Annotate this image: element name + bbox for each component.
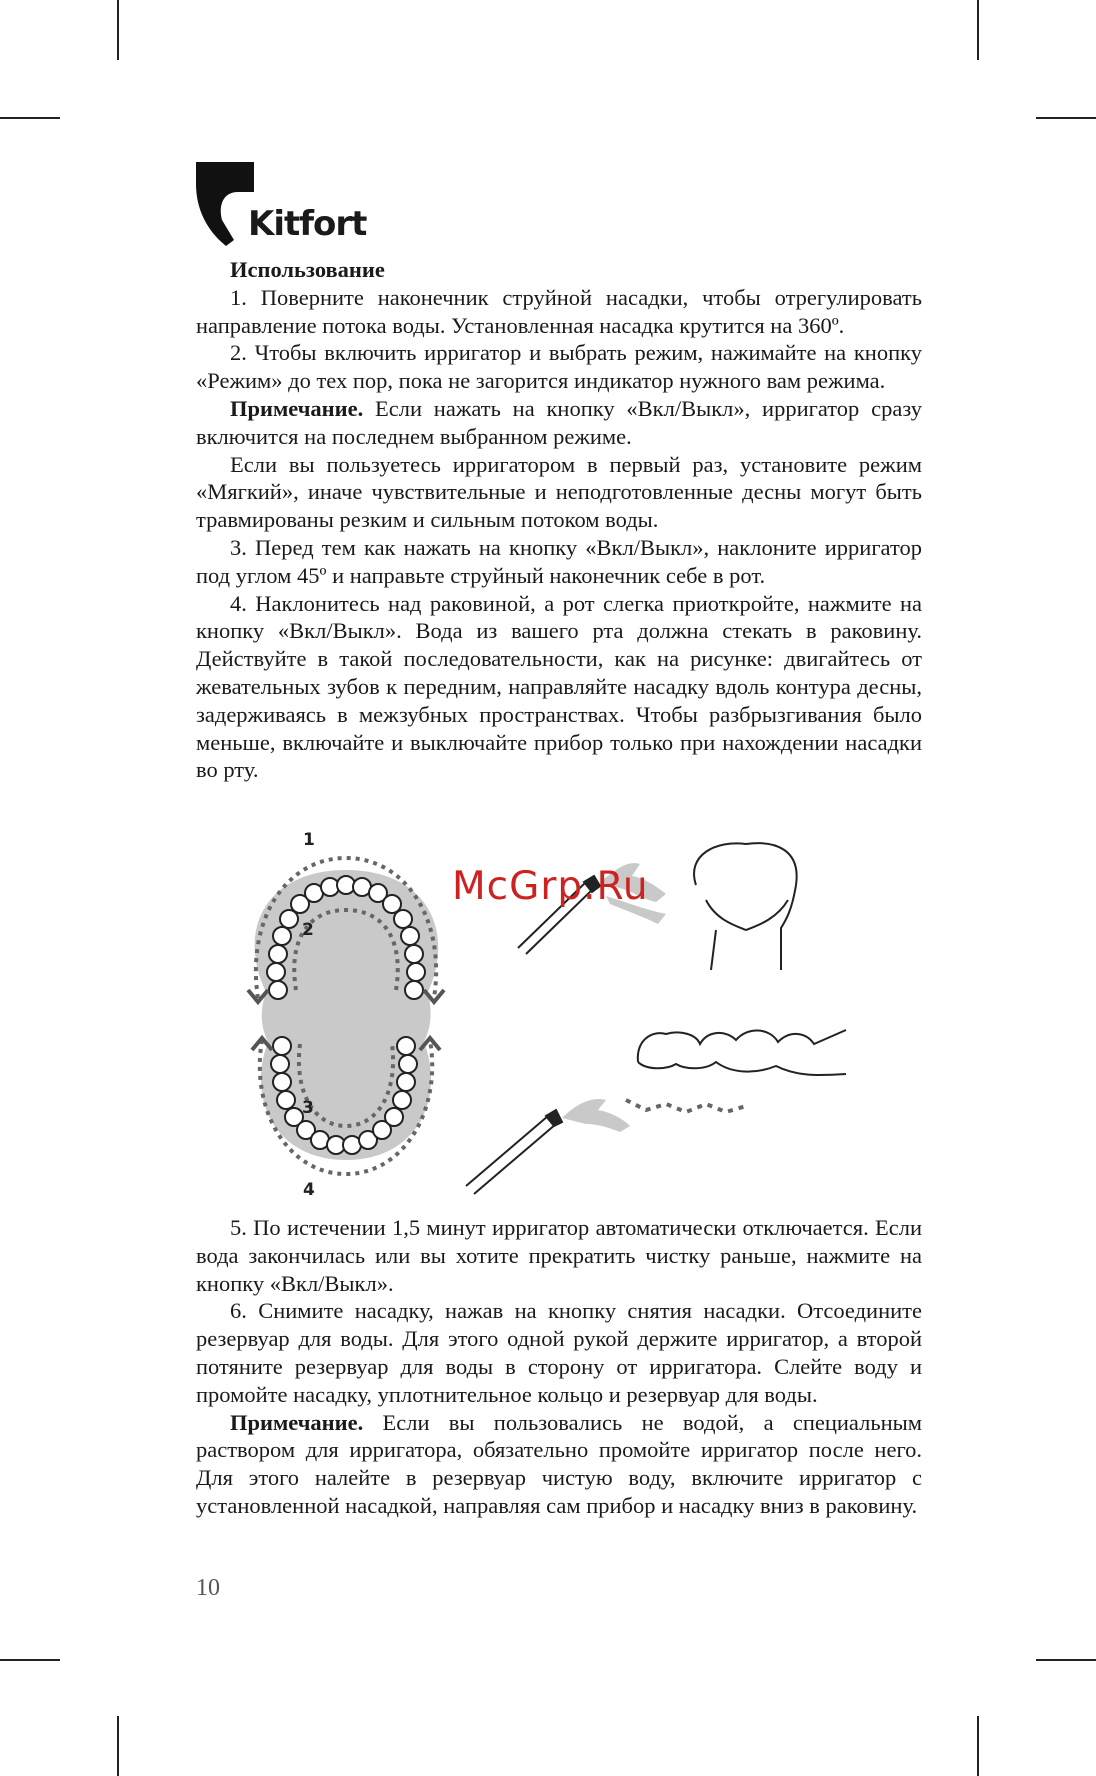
note-paragraph [196,1409,922,1520]
water-spray [562,1099,630,1132]
crop-mark [0,117,60,119]
watermark: McGrp.Ru [452,864,649,909]
note-paragraph [196,395,922,451]
crop-mark [0,1659,60,1661]
crop-mark [117,0,119,60]
figure-label-3: 3 [302,1098,314,1118]
brand-name: Kitfort [248,204,367,244]
figure-label-2: 2 [302,920,314,940]
note-text: Если нажать на кнопку «Вкл/Выкл», ирригатор сразу включится на последнем выбранном режиме. [196,395,922,449]
note-label: Примечание. [230,1409,364,1435]
text-bottom [196,1214,922,1520]
molars-drawing [466,1030,846,1194]
paragraph: 6. Снимите насадку, нажав на кнопку снятия насадки. Отсоедините резервуар для воды. Для этого одной рукой держите ирригатор, а второй потяните резервуар для воды в сторону от ирригатора. Слейте воду и промойте насадку, уплотнительное кольцо и резервуар для воды. [196,1298,922,1407]
brushing-path [626,1100,746,1112]
paragraph: 5. По истечении 1,5 минут ирригатор автоматически отключается. Если вода закончилась или вы хотите прекратить чистку раньше, нажмите на кнопку «Вкл/Выкл». [196,1215,922,1296]
figure-label-4: 4 [303,1180,315,1200]
page-number: 10 [196,1575,220,1601]
paragraph: 3. Перед тем как нажать на кнопку «Вкл/Выкл», наклоните ирригатор под углом 45º и направьте струйный наконечник себе в рот. [196,534,922,588]
paragraph: 4. Наклонитесь над раковиной, а рот слегка приоткройте, нажмите на кнопку «Вкл/Выкл». Вода из вашего рта должна стекать в раковину. Действуйте в такой последовательности, как на рисунке: двигайтесь от жевательных зубов к передним, направляйте насадку вдоль контура десны, задерживаясь в межзубных пространствах. Чтобы разбрызгивания было меньше, включайте и выключайте прибор только при нахождении насадки во рту. [196,590,922,783]
crop-mark [1036,117,1096,119]
note-text: Если вы пользовались не водой, а специальным раствором для ирригатора, обязательно промойте ирригатор после него. Для этого налейте в резервуар чистую воду, включите ирригатор с установленной насадкой, направляя сам прибор и насадку вниз в раковину. [196,1409,922,1518]
paragraph: Если вы пользуетесь ирригатором в первый раз, установите режим «Мягкий», иначе чувствительные и неподготовленные десны могут быть травмированы резким и сильным потоком воды. [196,451,922,533]
paragraph: 1. Поверните наконечник струйной насадки, чтобы отрегулировать направление потока воды. Установленная насадка крутится на 360º. [196,284,922,338]
crop-mark [1036,1659,1096,1661]
note-label: Примечание. [230,395,364,421]
crop-mark [977,1716,979,1776]
text-top [196,256,922,784]
section-heading: Использование [230,257,385,282]
figure-label-1: 1 [303,830,315,850]
paragraph: 2. Чтобы включить ирригатор и выбрать режим, нажимайте на кнопку «Режим» до тех пор, пока не загорится индикатор нужного вам режима. [196,340,922,394]
crop-mark [117,1716,119,1776]
crop-mark [977,0,979,60]
